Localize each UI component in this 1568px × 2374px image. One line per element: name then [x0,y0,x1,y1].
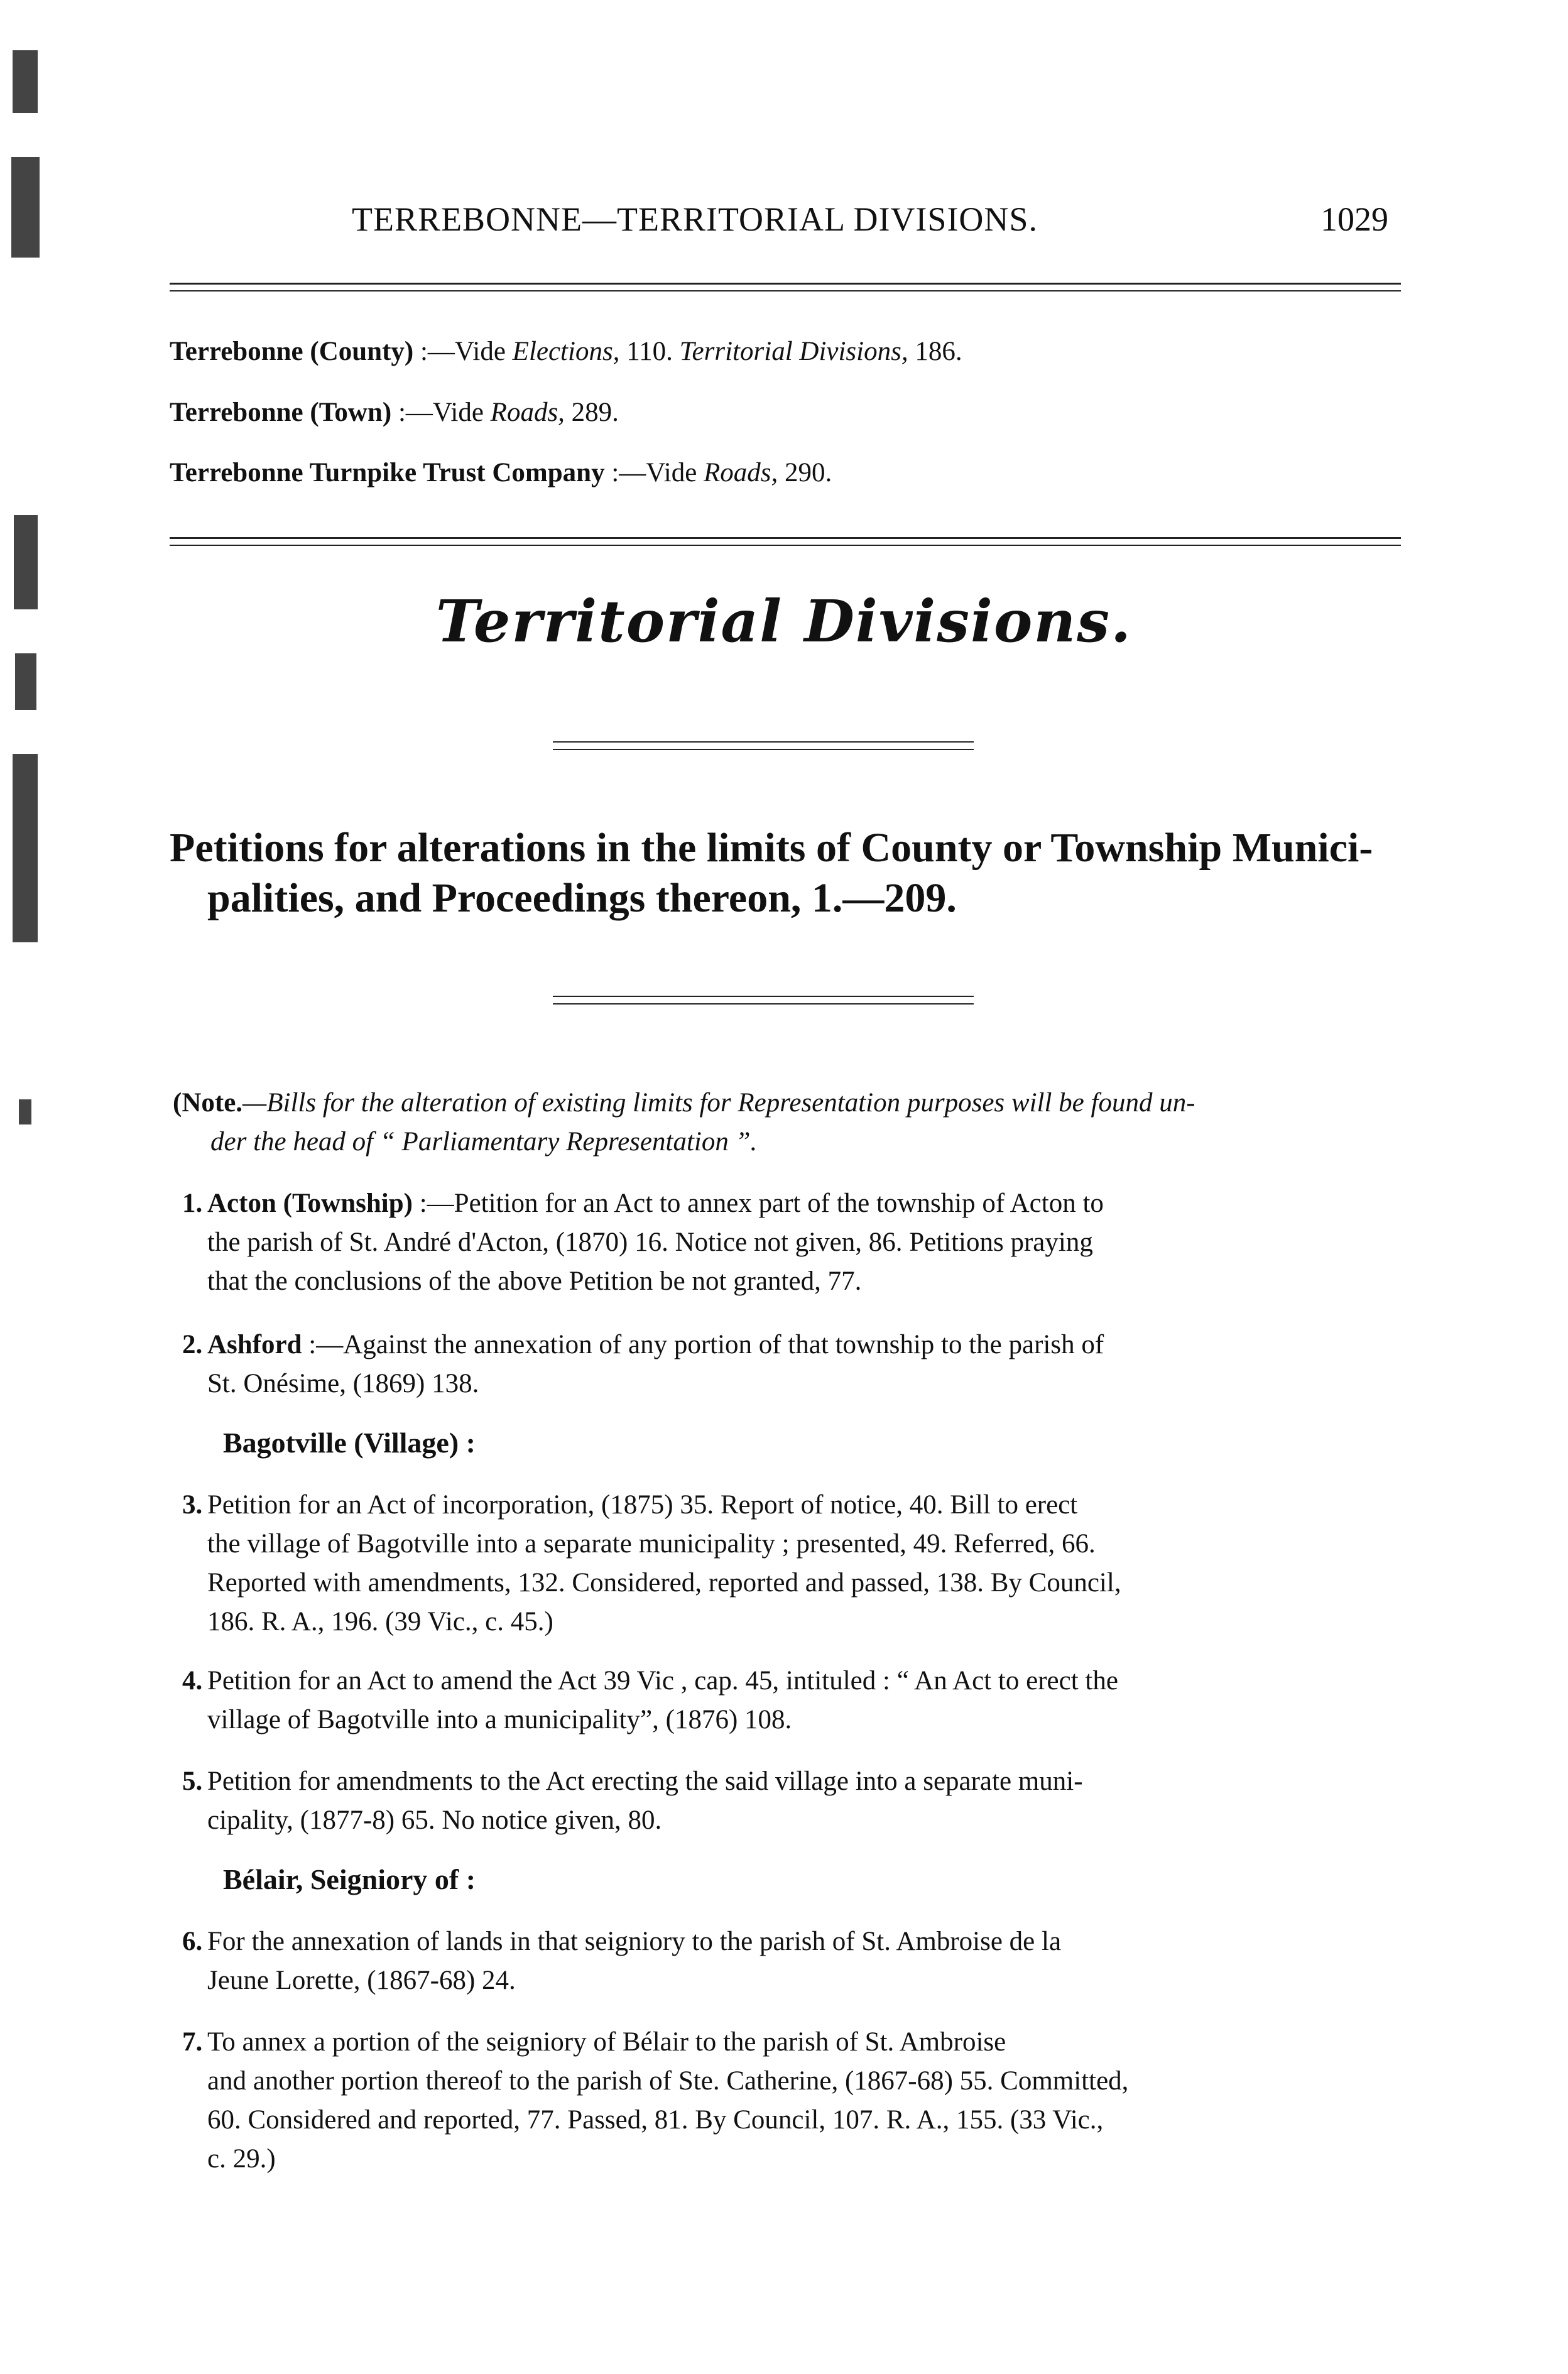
entry-number: 3. [182,1490,203,1520]
subheading-bagotville: Bagotville (Village) : [223,1427,476,1459]
page-number: 1029 [1320,200,1388,238]
list-item: 2. Ashford :—Against the annexation of any portion of that township to the parish of St. Onésime, (1869) 138. [207,1326,1401,1403]
section-heading-line2: palities, and Proceedings thereon, 1.—209. [207,875,957,921]
entry-head: Ashford [207,1330,302,1359]
subheading-belair: Bélair, Seigniory of : [223,1863,476,1895]
note-label: (Note. [173,1088,243,1118]
note-text-line1: —Bills for the alteration of existing limits for Representation purposes will be found un- [242,1088,1195,1118]
entry-number: 7. [182,2027,203,2057]
section-rule-bottom [170,545,1401,546]
entry-number: 1. [182,1189,203,1218]
list-item: 3. Petition for an Act of incorporation, (1875) 35. Report of notice, 40. Bill to erect the village of Bagotville into a separate municipality ; presented, 49. Referred, 66. Reported with amendments, 132. Considered, reported and passed, 138. By Council, 186. R. A., 196. (39 Vic., c. 45.) [207,1486,1401,1642]
entry-number: 6. [182,1927,203,1956]
running-head [352,200,1388,244]
scan-mark [13,50,38,113]
entry-number: 4. [182,1666,203,1696]
title-rule-top [553,741,974,743]
list-item: 1. Acton (Township) :—Petition for an Act to annex part of the township of Acton to the parish of St. André d'Acton, (1870) 16. Notice not given, 86. Petitions praying that the conclusions of the above Petition be not granted, 77. [207,1184,1401,1301]
head-rule-top [170,283,1401,285]
cross-ref-item: Terrebonne (County) :—Vide Elections, 110. Territorial Divisions, 186. [170,337,962,366]
note-text-line2: der the head of “ Parliamentary Representation ”. [210,1127,758,1157]
section-heading [170,823,1401,923]
head-rule-bottom [170,290,1401,291]
list-item: 5. Petition for amendments to the Act erecting the said village into a separate muni- cipality, (1877-8) 65. No notice given, 80. [207,1762,1401,1840]
list-item: 7. To annex a portion of the seigniory of Bélair to the parish of St. Ambroise and another portion thereof to the parish of Ste. Catherine, (1867-68) 55. Committed, 60. Considered and reported, 77. Passed, 81. By Council, 107. R. A., 155. (33 Vic., c. 29.) [207,2023,1401,2179]
heading-rule-bottom [553,1003,974,1005]
list-item: 4. Petition for an Act to amend the Act 39 Vic , cap. 45, intituled : “ An Act to erect the village of Bagotville into a municipality”, (1876) 108. [207,1662,1401,1740]
section-title: Territorial Divisions. [435,587,1133,655]
entry-head: Acton (Township) [207,1189,413,1218]
scan-mark [11,157,40,258]
section-rule-top [170,537,1401,539]
scan-mark [15,653,36,710]
heading-rule-top [553,996,974,997]
title-rule-bottom [553,749,974,750]
scan-mark [13,754,38,942]
section-heading-line1: Petitions for alterations in the limits of County or Township Munici- [170,825,1373,871]
entry-number: 2. [182,1330,203,1359]
cross-ref-item: Terrebonne Turnpike Trust Company :—Vide Roads, 290. [170,458,832,487]
scan-mark [19,1099,31,1124]
list-item: 6. For the annexation of lands in that seigniory to the parish of St. Ambroise de la Jeune Lorette, (1867-68) 24. [207,1922,1401,2000]
cross-ref-item: Terrebonne (Town) :—Vide Roads, 289. [170,398,619,427]
entry-number: 5. [182,1767,203,1796]
note [173,1084,1404,1162]
running-head-title: TERREBONNE—TERRITORIAL DIVISIONS. [352,200,1038,238]
